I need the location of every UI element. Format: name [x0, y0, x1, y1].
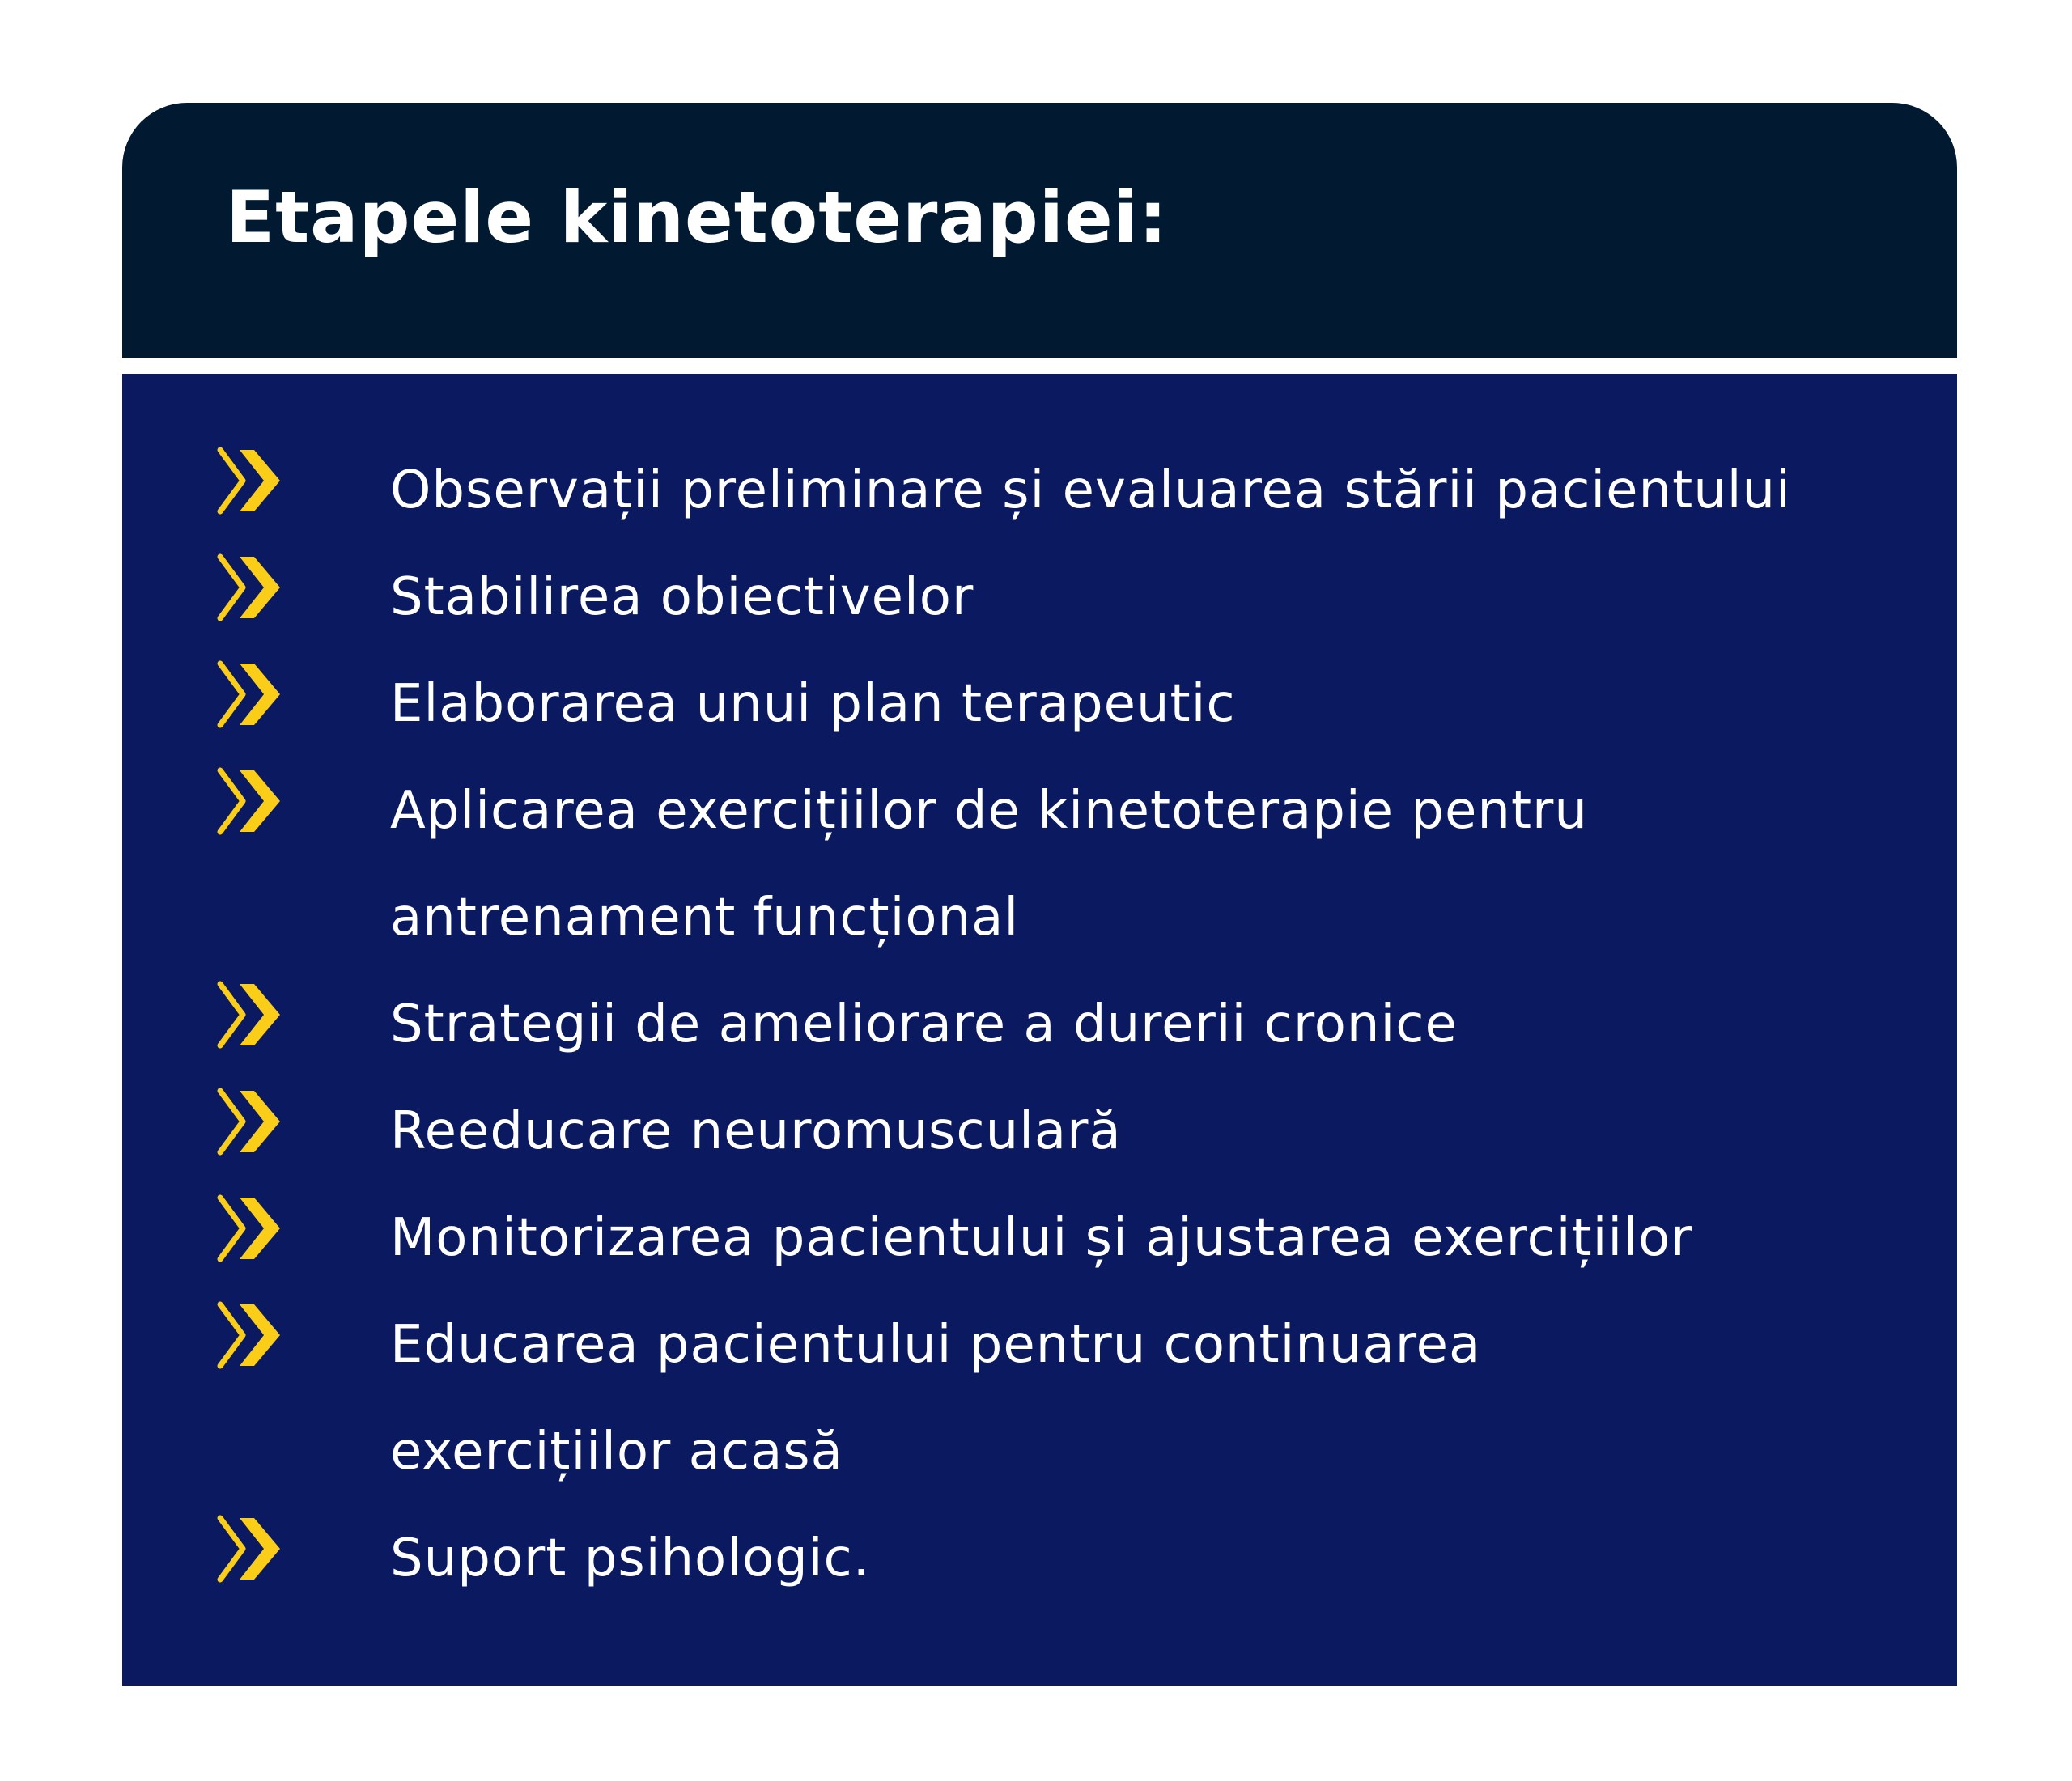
double-chevron-right-icon — [212, 657, 287, 731]
step-text — [390, 1505, 1912, 1612]
step-text-line: Reeducare neuromusculară — [390, 1101, 1122, 1161]
step-text-line: exercițiilor acasă — [390, 1422, 843, 1482]
card-title: Etapele kinetoterapiei: — [226, 176, 1168, 259]
step-text — [390, 971, 1912, 1078]
double-chevron-right-icon — [212, 443, 287, 518]
double-chevron-right-icon — [212, 1512, 287, 1586]
step-text-line: Educarea pacientului pentru continuarea — [390, 1315, 1482, 1375]
card-body — [122, 374, 1957, 1686]
step-text — [390, 651, 1912, 757]
step-text-line: Monitorizarea pacientului și ajustarea exercițiilor — [390, 1208, 1693, 1268]
step-text — [390, 544, 1912, 651]
step-text-line: Observații preliminare și evaluarea stării pacientului — [390, 460, 1791, 520]
double-chevron-right-icon — [212, 1298, 287, 1372]
step-text-line: Aplicarea exercițiilor de kinetoterapie pentru — [390, 781, 1588, 841]
step-text-line: Stabilirea obiectivelor — [390, 567, 974, 627]
double-chevron-right-icon — [212, 764, 287, 838]
step-text — [390, 437, 1912, 544]
step-text — [390, 1291, 1912, 1505]
step-text — [390, 1078, 1912, 1185]
step-text-line: Strategii de ameliorare a durerii cronice — [390, 994, 1458, 1054]
double-chevron-right-icon — [212, 1084, 287, 1159]
double-chevron-right-icon — [212, 977, 287, 1052]
step-text — [390, 1185, 1912, 1291]
step-text-line: Elaborarea unui plan terapeutic — [390, 674, 1236, 734]
step-text-line: antrenament funcțional — [390, 888, 1020, 948]
step-text-line: Suport psihologic. — [390, 1529, 871, 1588]
double-chevron-right-icon — [212, 1191, 287, 1266]
card-header — [122, 103, 1957, 358]
double-chevron-right-icon — [212, 550, 287, 625]
step-text — [390, 757, 1912, 971]
